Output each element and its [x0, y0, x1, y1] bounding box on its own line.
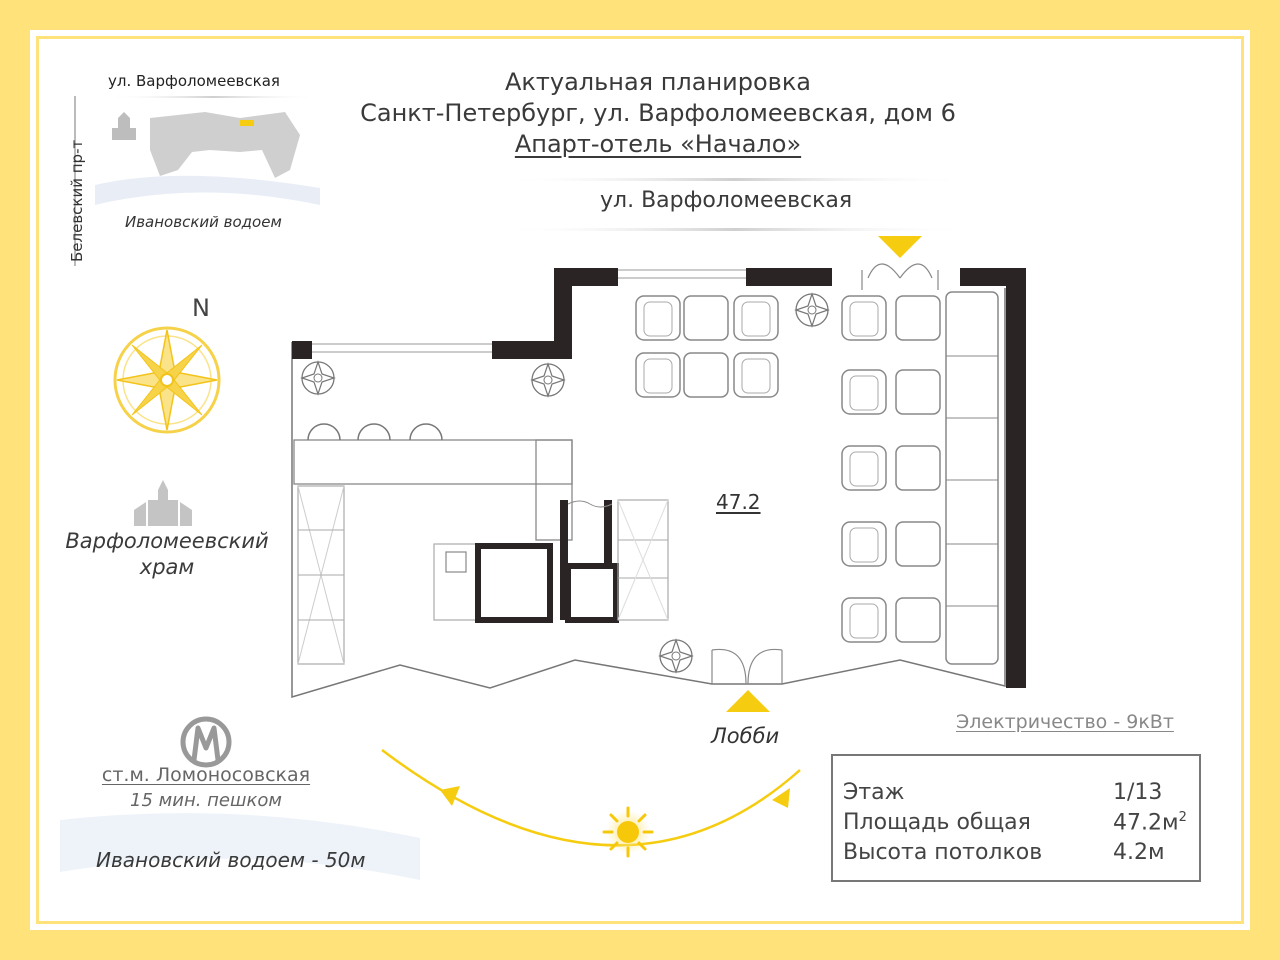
minimap-avenue: Белевский пр-т [68, 139, 86, 262]
water-distance: Ивановский водоем - 50м [96, 848, 366, 872]
sun-icon [604, 808, 652, 856]
metro-icon [183, 719, 229, 765]
street-band-bottom [500, 228, 970, 231]
sun-arc-arrow-left [440, 786, 460, 806]
sun-arc [382, 750, 800, 845]
compass-icon [115, 328, 219, 432]
metro-station: ст.м. Ломоносовская [101, 764, 311, 786]
spec-floor-value: 1/13 [1113, 780, 1163, 805]
minimap-water: Ивановский водоем [125, 213, 282, 231]
spec-floor-label: Этаж [843, 780, 905, 805]
metro-walk: 15 мин. пешком [130, 790, 282, 811]
page-title: Актуальная планировка [504, 68, 812, 96]
spec-height-label: Высота потолков [843, 840, 1043, 865]
church-icon [134, 480, 192, 526]
address: Санкт-Петербург, ул. Варфоломеевская, дом 6 [360, 99, 956, 127]
spec-area-number: 47.2м [1113, 810, 1179, 836]
north-label: N [192, 294, 210, 322]
electricity-label: Электричество - 9кВт [956, 711, 1174, 733]
street-label: ул. Варфоломеевская [600, 188, 853, 213]
spec-area-label: Площадь общая [843, 810, 1031, 835]
spec-height-value: 4.2м [1113, 840, 1165, 865]
church-label: Варфоломеевский храм [65, 529, 269, 579]
lobby-arrow-icon [726, 690, 770, 712]
hotel-name-text: Апарт-отель «Начало» [514, 130, 802, 158]
spec-area-sup: 2 [1178, 810, 1187, 825]
room-area-label: 47.2 [716, 490, 761, 514]
specs-box [831, 754, 1201, 882]
street-band-top [500, 178, 970, 181]
hotel-name [330, 130, 986, 158]
lobby-label: Лобби [711, 724, 780, 748]
minimap [74, 96, 320, 266]
chair-grid [636, 296, 940, 642]
spec-area-value [1113, 810, 1187, 835]
entrance-arrow-icon [878, 236, 922, 258]
minimap-street: ул. Варфоломеевская [108, 72, 280, 90]
